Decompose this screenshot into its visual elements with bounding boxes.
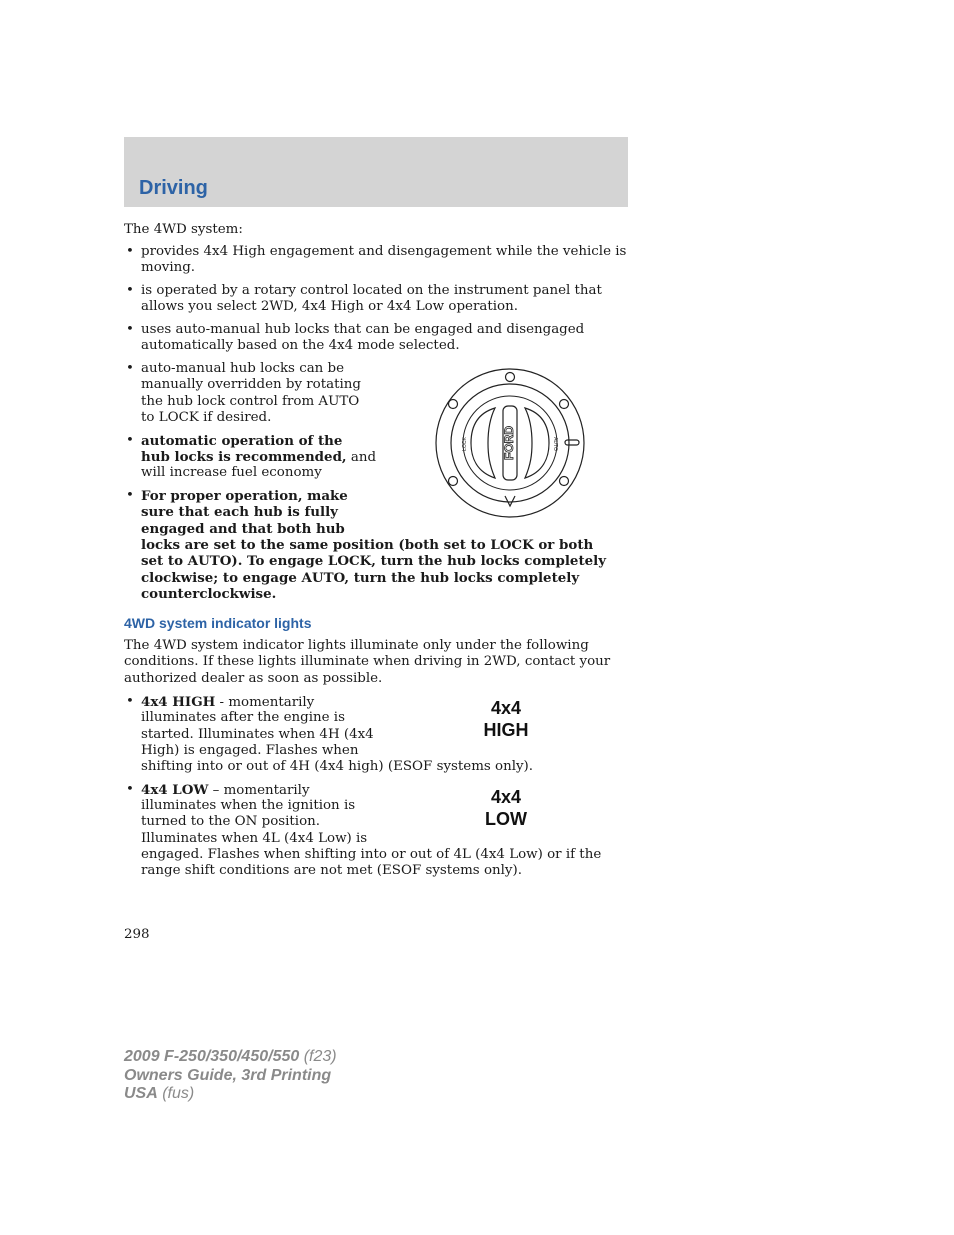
indicator-high-line-1: 4x4 [490, 698, 522, 718]
bolt-hole [560, 477, 569, 486]
low-line-4: Illuminates when 4L (4x4 Low) is [141, 831, 368, 846]
footer-line-1 [124, 1048, 337, 1067]
bullet-4-line-4: to LOCK if desired. [141, 410, 272, 425]
high-rest: - momentarily [215, 695, 315, 710]
low-term: 4x4 LOW [141, 782, 209, 798]
bullet-2-line-1: is operated by a rotary control located on the instrument panel that [141, 283, 602, 298]
intro-text: The 4WD system: [124, 222, 243, 237]
bolt-hole [449, 477, 458, 486]
bullet-6-line-1: For proper operation, make [141, 488, 348, 504]
footer-model: 2009 F-250/350/450/550 [124, 1048, 300, 1065]
indicator-low-line-1: 4x4 [490, 787, 522, 807]
bullet-dot: • [126, 322, 134, 337]
bullet-4-line-2: manually overridden by rotating [141, 377, 361, 392]
bullet-1-line-1: provides 4x4 High engagement and disengagement while the vehicle is [141, 244, 627, 259]
bullet-6-line-3: engaged and that both hub [141, 521, 345, 537]
bullet-6-line-7: counterclockwise. [141, 586, 277, 602]
bullet-4-line-3: the hub lock control from AUTO [141, 394, 360, 409]
hub-lock-figure [433, 366, 587, 520]
high-line-2: illuminates after the engine is [141, 710, 345, 725]
low-line-1 [141, 782, 310, 799]
high-line-4: High) is engaged. Flashes when [141, 743, 359, 758]
bullet-dot: • [126, 244, 134, 259]
indicator-4x4-low [466, 786, 546, 830]
bullet-dot: • [126, 433, 134, 448]
high-term: 4x4 HIGH [141, 694, 216, 710]
footer [124, 1048, 337, 1104]
footer-model-code: (f23) [299, 1048, 337, 1065]
bolt-hole [449, 400, 458, 409]
bullet-dot: • [126, 361, 134, 376]
footer-line-3 [124, 1085, 337, 1104]
bullet-4-line-1: auto-manual hub locks can be [141, 361, 345, 376]
low-rest: – momentarily [208, 783, 310, 798]
bullet-5-line-2 [141, 449, 376, 466]
high-line-5: shifting into or out of 4H (4x4 high) (ESOF systems only). [141, 759, 534, 774]
high-line-3: started. Illuminates when 4H (4x4 [141, 727, 374, 742]
indicator-low-line-2: LOW [485, 809, 527, 829]
bullet-2-line-2: allows you select 2WD, 4x4 High or 4x4 Low operation. [141, 299, 518, 314]
auto-label: AUTO [552, 437, 558, 451]
low-line-2: illuminates when the ignition is [141, 798, 356, 813]
bullet-6-line-4: locks are set to the same position (both set to LOCK or both [141, 537, 594, 553]
bullet-6-line-6: clockwise; to engage AUTO, turn the hub locks completely [141, 570, 580, 586]
low-line-6: range shift conditions are not met (ESOF systems only). [141, 863, 522, 878]
section2-para-line-3: authorized dealer as soon as possible. [124, 671, 383, 686]
section2-para-line-2: conditions. If these lights illuminate when driving in 2WD, contact your [124, 654, 611, 669]
footer-market-code: (fus) [157, 1085, 195, 1102]
lock-label: LOCK [462, 437, 468, 451]
subsection-title: 4WD system indicator lights [124, 615, 312, 631]
footer-line-2: Owners Guide, 3rd Printing [124, 1066, 332, 1084]
grip-left [471, 408, 495, 478]
bolt-hole [506, 373, 515, 382]
bullet-5-rest: and [346, 450, 377, 465]
page-number: 298 [124, 927, 150, 942]
bullet-5-line-1: automatic operation of the [141, 433, 343, 449]
high-line-1 [141, 694, 314, 711]
bullet-3-line-2: automatically based on the 4x4 mode selected. [141, 338, 460, 353]
bullet-5-line-3: will increase fuel economy [141, 465, 322, 480]
bullet-dot: • [126, 782, 134, 797]
bullet-3-line-1: uses auto-manual hub locks that can be engaged and disengaged [141, 322, 585, 337]
bullet-dot: • [126, 283, 134, 298]
ford-logo: FORD [502, 426, 516, 460]
low-line-5: engaged. Flashes when shifting into or out of 4L (4x4 Low) or if the [141, 847, 602, 862]
footer-market: USA [124, 1085, 158, 1102]
indicator-4x4-high [466, 697, 546, 741]
low-line-3: turned to the ON position. [141, 814, 321, 829]
bullet-5-bold: hub locks is recommended, [141, 449, 347, 465]
bottom-marker [505, 496, 515, 506]
bullet-dot: • [126, 488, 134, 503]
bullet-1-line-2: moving. [141, 260, 196, 275]
indicator-high-line-2: HIGH [483, 720, 529, 740]
bullet-dot: • [126, 694, 134, 709]
bullet-6-line-2: sure that each hub is fully [141, 504, 338, 520]
section2-para-line-1: The 4WD system indicator lights illuminate only under the following [124, 638, 589, 653]
bullet-6-line-5: set to AUTO). To engage LOCK, turn the hub locks completely [141, 553, 607, 569]
grip-right [525, 408, 549, 478]
pointer-notch [565, 440, 579, 445]
section-title: Driving [139, 177, 208, 199]
bolt-hole [560, 400, 569, 409]
